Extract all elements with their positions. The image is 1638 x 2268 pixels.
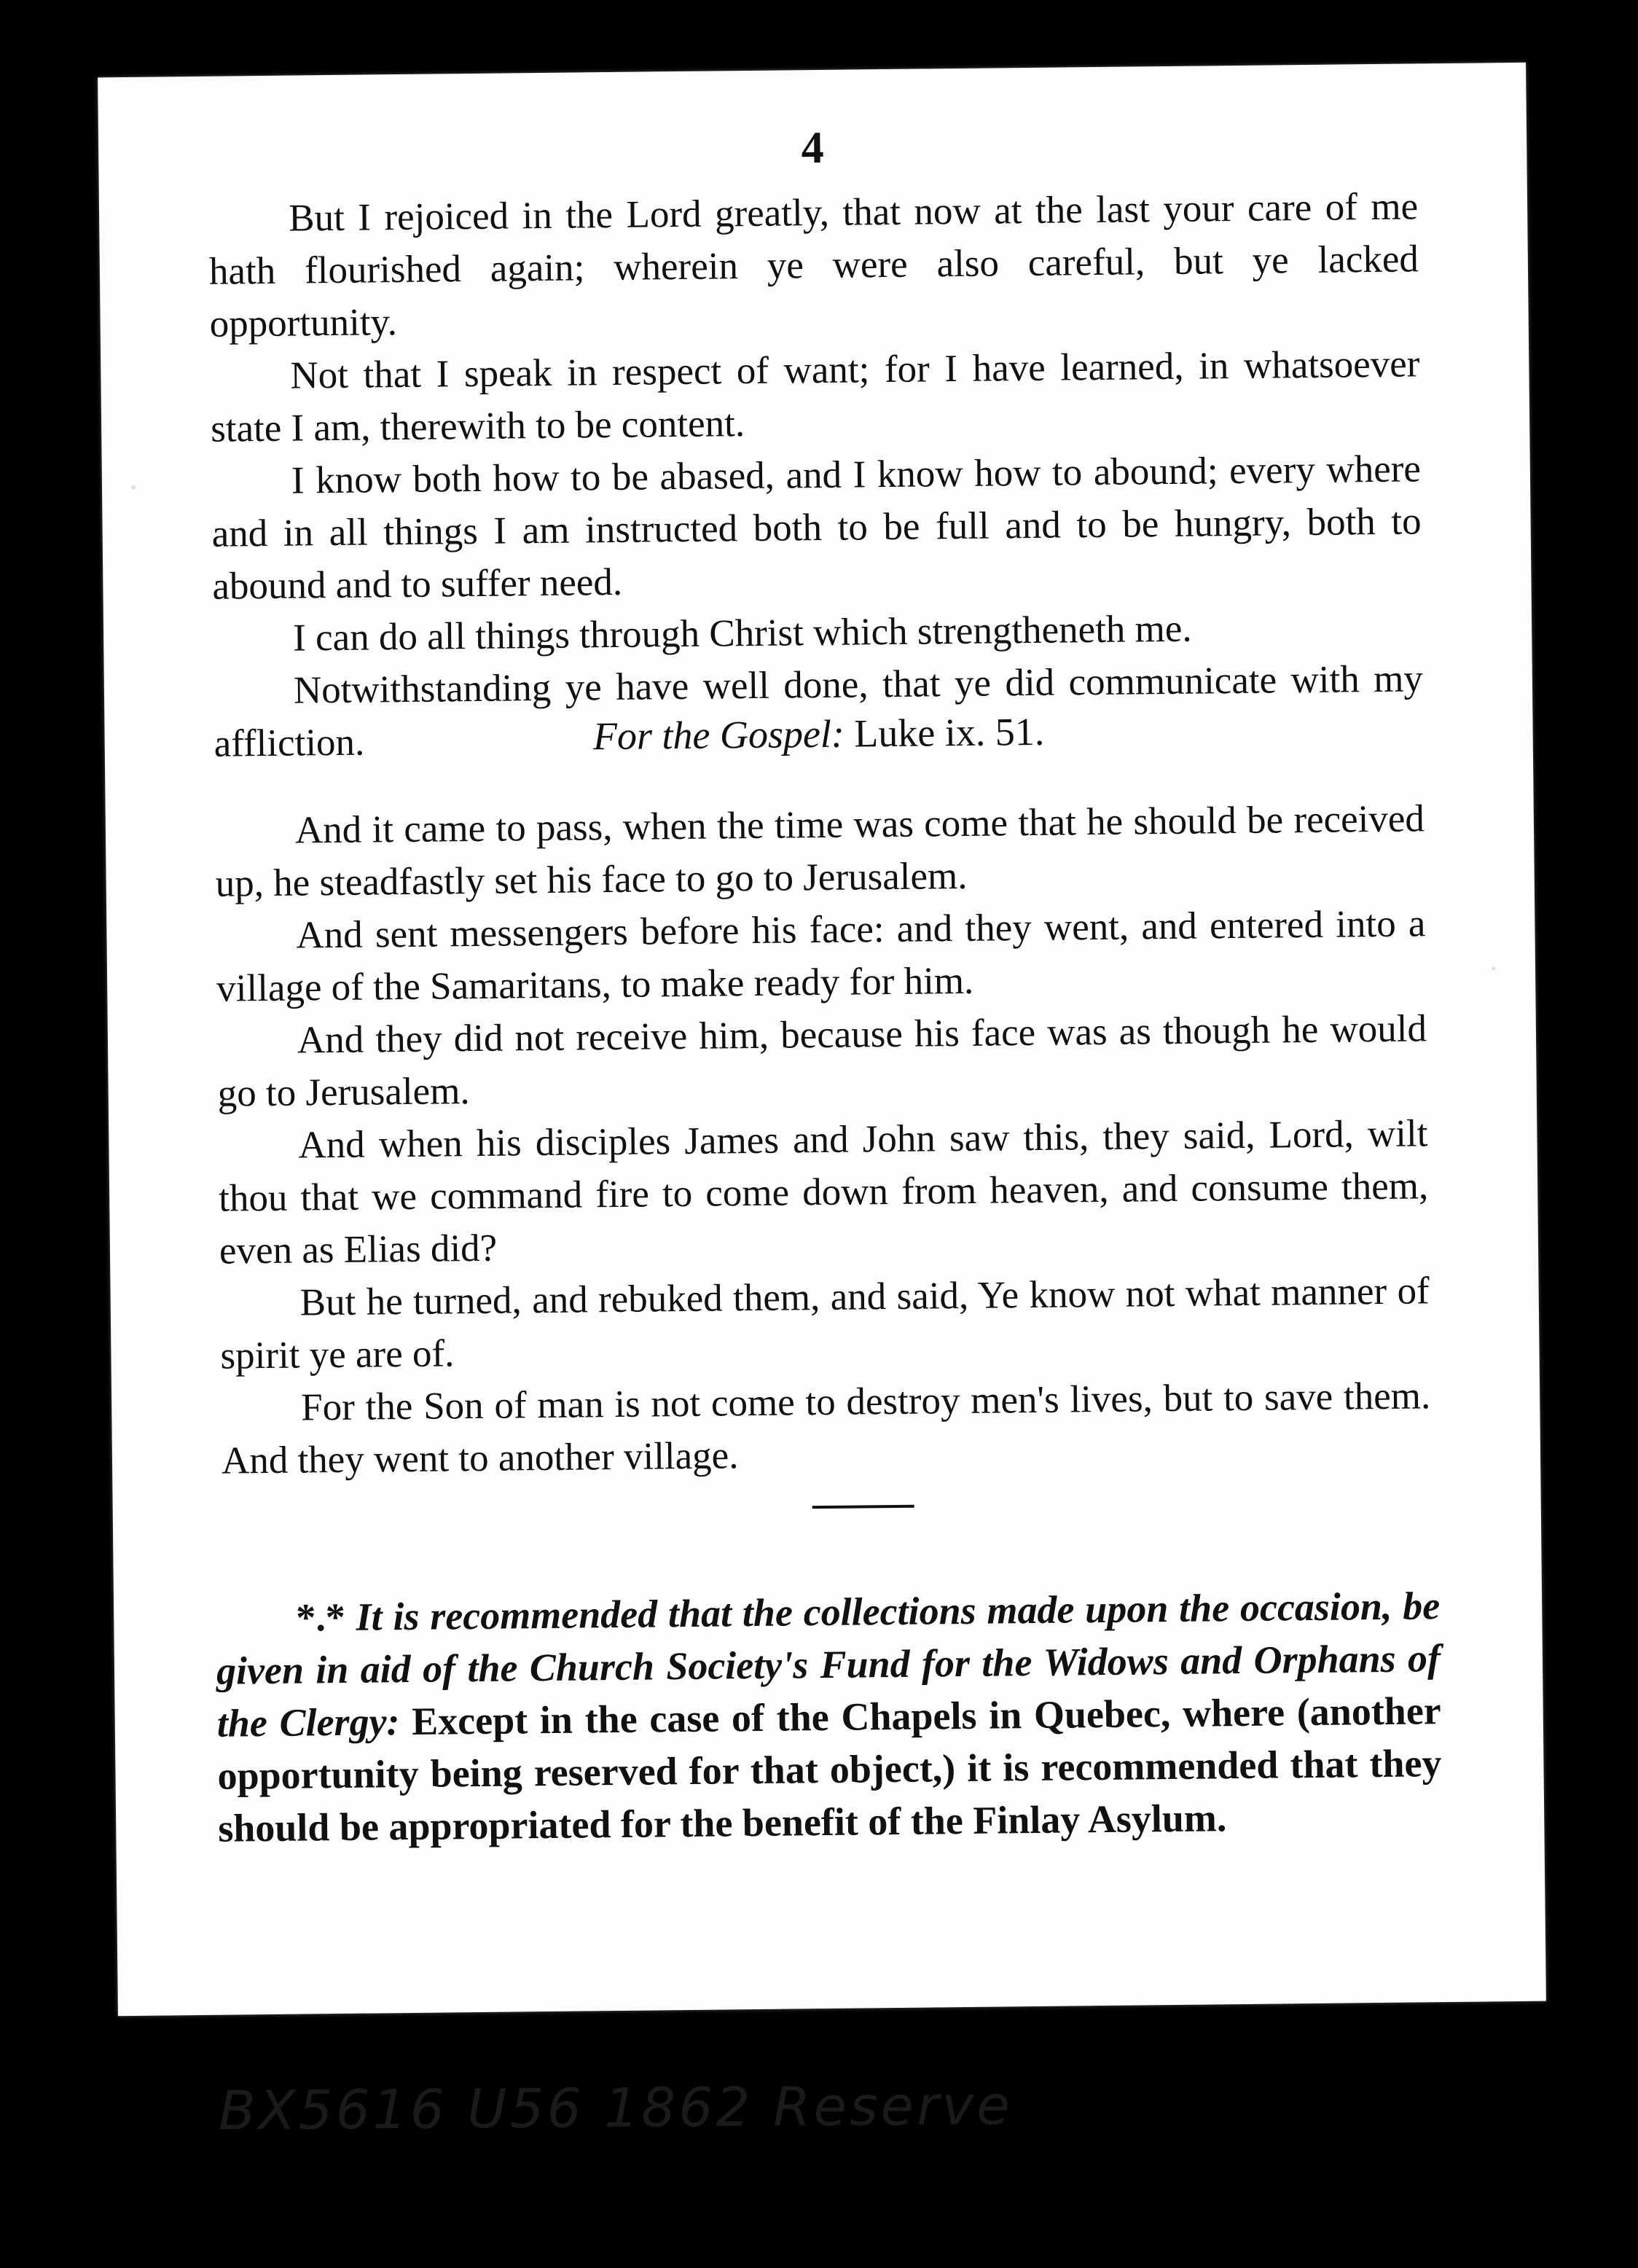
gospel-heading-label: For the Gospel: (592, 711, 845, 759)
epistle-paragraph: But I rejoiced in the Lord greatly, that now at the last your care of me hath flourished again; wherein ye were also careful, but ye lacked opportunity. (208, 185, 1419, 345)
gospel-paragraph: But he turned, and rebuked them, and said, Ye know not what manner of spirit ye are of. (220, 1270, 1430, 1377)
collection-note-paragraph (216, 1579, 1443, 1855)
epistle-paragraph: I know both how to be abased, and I know how to abound; every where and in all things I am instructed both to be full and to be hungry, both to abound and to suffer need. (211, 447, 1422, 608)
epistle-paragraph: I can do all things through Christ which strengtheneth me. (292, 607, 1192, 660)
gospel-paragraph: For the Son of man is not come to destroy men's lives, but to save them. And they went to another village. (221, 1375, 1431, 1482)
note-italic-text: It is recommended that the collections made upon the occasion, be given in aid of the Church Society's Fund for the Widows and Orphans of the Clergy: (216, 1584, 1441, 1745)
gospel-paragraph: And it came to pass, when the time was come that he should be received up, he steadfastly set his face to go to Jerusalem. (215, 797, 1425, 905)
collection-note (216, 1579, 1443, 1855)
page-number: 4 (801, 122, 825, 173)
epistle-text (208, 180, 1424, 770)
gospel-heading-reference: Luke ix. 51. (854, 709, 1045, 756)
note-marker: *.* (295, 1595, 346, 1640)
gospel-paragraph: And they did not receive him, because his face was as though he would go to Jerusalem. (217, 1007, 1427, 1115)
document-page (98, 63, 1546, 2016)
call-number: BX5616 U56 1862 Reserve (218, 2074, 1014, 2143)
paper-speck (1492, 966, 1495, 970)
gospel-paragraph: And when his disciples James and John saw this, they said, Lord, wilt thou that we command fire to come down from heaven, and consume them, even as Elias did? (218, 1112, 1429, 1272)
section-divider (812, 1505, 914, 1509)
gospel-paragraph: And sent messengers before his face: and they went, and entered into a village of the Samaritans, to make ready for him. (216, 902, 1426, 1010)
paper-speck (131, 485, 136, 490)
epistle-paragraph: Not that I speak in respect of want; for I have learned, in whatsoever state I am, therewith to be content. (210, 343, 1420, 450)
gospel-text (215, 792, 1432, 1487)
epistle-paragraph: Notwithstanding ye have well done, that ye did communicate with my affliction. (213, 657, 1424, 765)
note-roman-text: Except in the case of the Chapels in Quebec, where (another opportunity being reserved for that object,) it is recommended that they should be appropriated for the benefit of the Finlay Asylum. (217, 1689, 1442, 1850)
